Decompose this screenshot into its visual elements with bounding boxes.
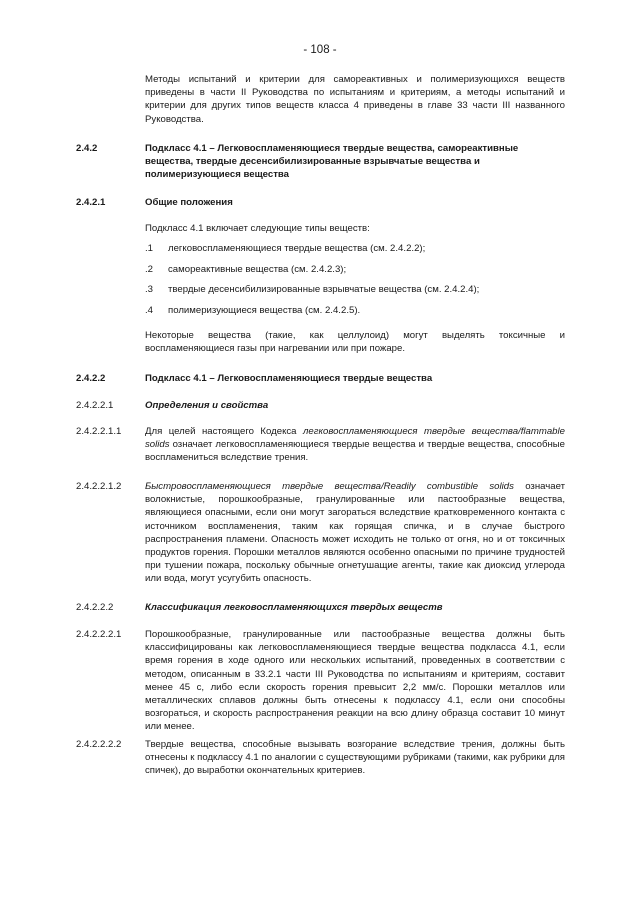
- section-heading: Подкласс 4.1 – Легковоспламеняющиеся твердые вещества: [145, 373, 433, 384]
- classification-paragraph: Твердые вещества, способные вызывать возгорание вследствие трения, должны быть отнесены к подклассу 4.1 по аналогии с существующими рубриками (такими, как рубрики для спичек), до выработки окончательных критериев.: [145, 739, 565, 777]
- section-heading: Подкласс 4.1 – Легковоспламеняющиеся твердые вещества, самореактивные вещества, твердые десенсибилизированные взрывчатые вещества и полимеризующиеся вещества: [145, 143, 519, 181]
- note-paragraph: Некоторые вещества (такие, как целлулоид) могут выделять токсичные и воспламеняющиеся газы при нагревании или при пожаре.: [145, 330, 565, 355]
- definition-paragraph: [145, 480, 565, 586]
- section-number: 2.4.2.2.2: [76, 602, 114, 613]
- definition-text: означает легковоспламеняющиеся твердые вещества и твердые вещества, способные воспламениться вследствие трения.: [145, 439, 565, 464]
- list-item-text: полимеризующиеся вещества (см. 2.4.2.5).: [168, 305, 361, 316]
- paragraph-number: 2.4.2.2.2.1: [76, 629, 122, 640]
- list-item-marker: .4: [145, 305, 154, 316]
- list-item-text: самореактивные вещества (см. 2.4.2.3);: [168, 264, 347, 275]
- paragraph-number: 2.4.2.2.1.1: [76, 426, 122, 437]
- section-heading: Общие положения: [145, 197, 233, 208]
- section-heading: Определения и свойства: [145, 400, 269, 411]
- definition-text: означает волокнистые, порошкообразные, гранулированные или пастообразные вещества, являющиеся опасными, если они могут загораться вследствие кратковременного контакта с источником воспламенения, таким как горящая спичка, и в случае быстрого распространения пламени. Опасность может исходить не только от огня, но и от токсичных продуктов горения. Порошки металлов являются особенно опасными по причине трудностей при тушении пожара, поскольку обычные огнетушащие агенты, такие как диоксид углерода или вода, могут усугубить опасность.: [145, 481, 566, 585]
- intro-paragraph: Методы испытаний и критерии для самореактивных и полимеризующихся веществ приведены в части II Руководства по испытаниям и критериям, а методы испытаний и критерии для других типов веществ класса 4 приведены в главе 33 части III названного Руководства.: [145, 74, 565, 125]
- list-item-marker: .3: [145, 284, 154, 295]
- list-item-text: твердые десенсибилизированные взрывчатые вещества (см. 2.4.2.4);: [168, 284, 480, 295]
- defined-term: Быстровоспламеняющиеся твердые вещества/Readily combustible solids: [145, 481, 514, 492]
- list-item-marker: .2: [145, 264, 154, 275]
- list-item-text: легковоспламеняющиеся твердые вещества (см. 2.4.2.2);: [168, 243, 426, 254]
- list-item-marker: .1: [145, 243, 154, 254]
- section-number: 2.4.2.2: [76, 373, 106, 384]
- section-heading: Классификация легковоспламеняющихся твердых веществ: [145, 602, 443, 613]
- list-lead: Подкласс 4.1 включает следующие типы веществ:: [145, 223, 370, 234]
- classification-paragraph: Порошкообразные, гранулированные или пастообразные вещества должны быть классифицированы как легковоспламеняющиеся твердые вещества подкласса 4.1, если время горения в ходе одного или нескольких испытаний, проведенных в соответствии с методом, описанным в 33.2.1 части III Руководства по испытаниям и критериям, составит менее 45 с, либо если скорость горения превысит 2,2 мм/с. Порошки металлов или металлических сплавов должны быть отнесены к подклассу 4.1, если они способны возгораться, и скорость распространения реакции на всю длину образца составит 10 минут или менее.: [145, 629, 565, 733]
- defined-term: легковоспламеняющиеся твердые вещества/flammable solids: [145, 426, 565, 451]
- page-number: - 108 -: [303, 44, 337, 56]
- paragraph-number: 2.4.2.2.1.2: [76, 481, 122, 492]
- section-number: 2.4.2.1: [76, 197, 106, 208]
- definition-paragraph: [145, 425, 565, 465]
- definition-text: Для целей настоящего Кодекса: [145, 426, 304, 437]
- paragraph-number: 2.4.2.2.2.2: [76, 739, 122, 750]
- section-number: 2.4.2.2.1: [76, 400, 114, 411]
- section-number: 2.4.2: [76, 143, 98, 154]
